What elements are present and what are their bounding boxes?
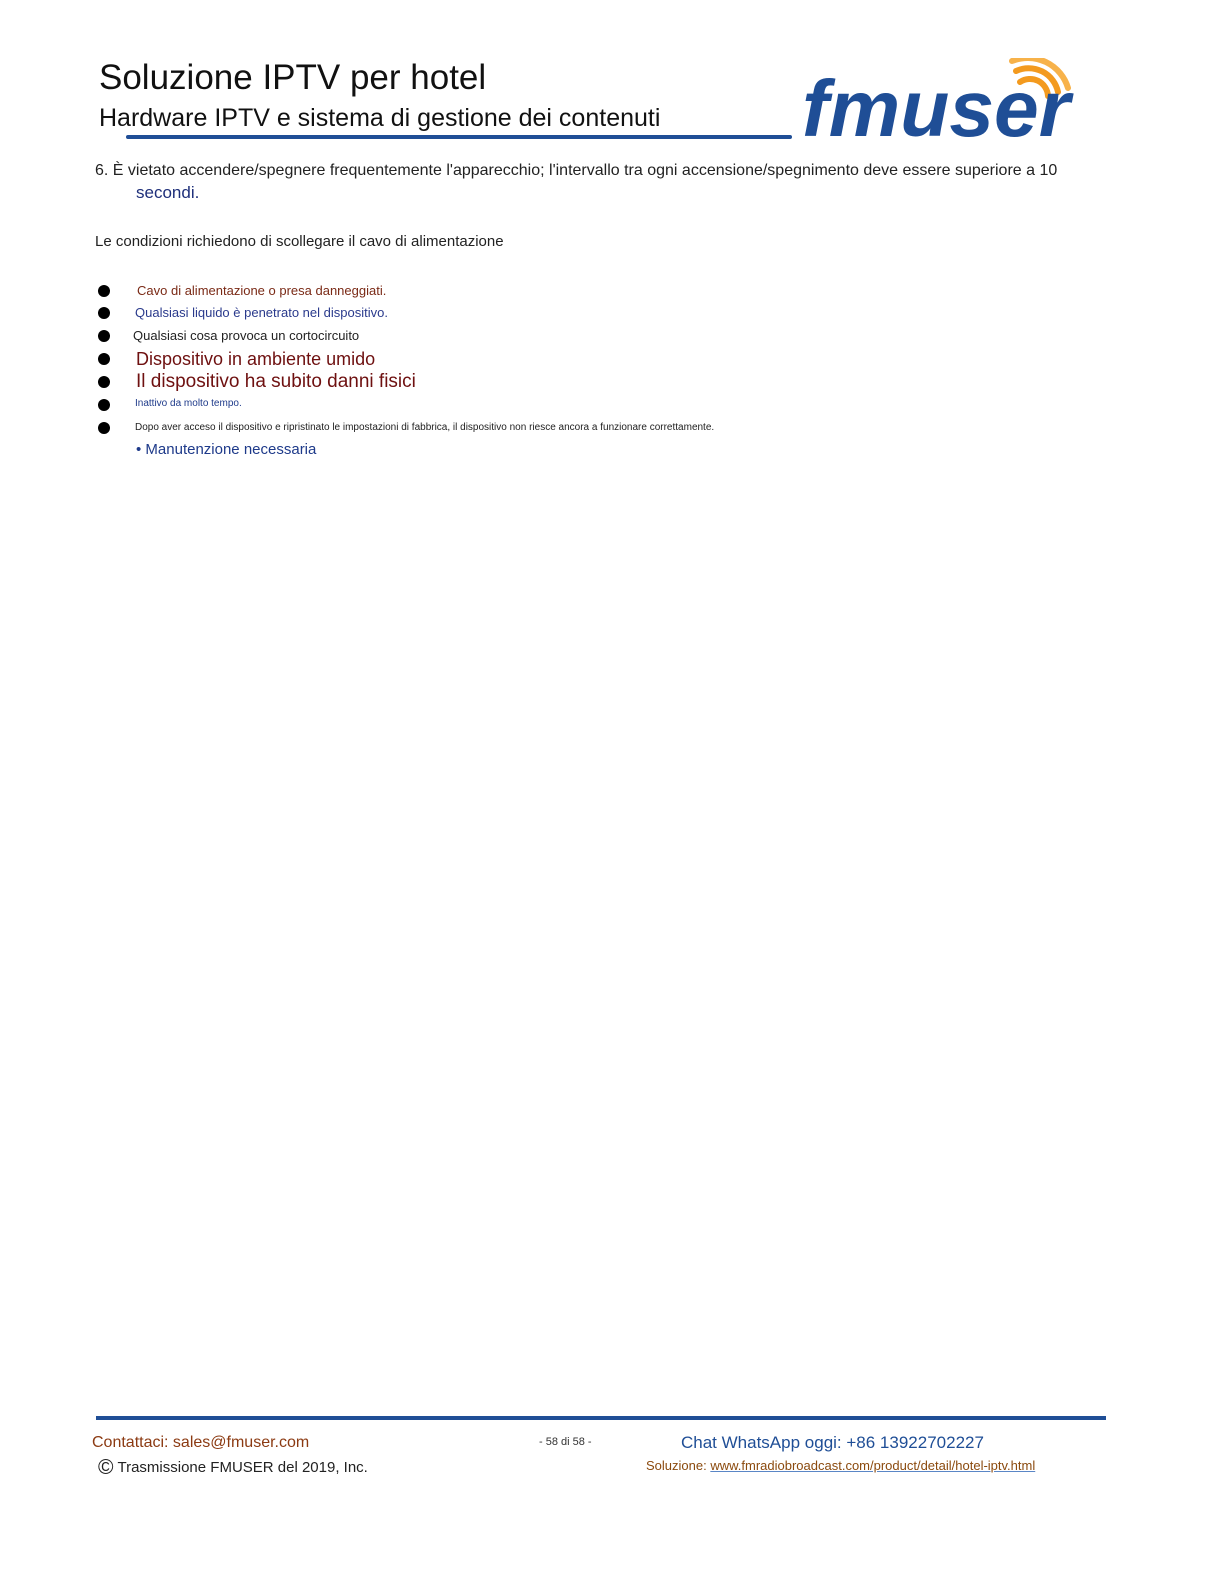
bullet-marker bbox=[98, 330, 110, 342]
whatsapp-contact: Chat WhatsApp oggi: +86 13922702227 bbox=[681, 1433, 984, 1452]
logo-wordmark: fmuser bbox=[802, 64, 1074, 146]
solution-label: Soluzione: bbox=[646, 1458, 711, 1473]
list-item: Dopo aver acceso il dispositivo e ripristinato le impostazioni di fabbrica, il dispositivo non riesce ancora a funzionare correttamente. bbox=[135, 422, 715, 433]
conditions-heading: Le condizioni richiedono di scollegare il cavo di alimentazione bbox=[95, 233, 504, 250]
solution-line bbox=[646, 1458, 1035, 1473]
header-divider bbox=[126, 135, 792, 139]
page-number: - 58 di 58 - bbox=[539, 1436, 592, 1448]
bullet-marker bbox=[98, 353, 110, 365]
copyright-text: Trasmissione FMUSER del 2019, Inc. bbox=[117, 1459, 368, 1476]
list-item: Cavo di alimentazione o presa danneggiati. bbox=[137, 283, 387, 298]
bullet-marker bbox=[98, 285, 110, 297]
footer-divider bbox=[96, 1416, 1106, 1420]
list-item: Il dispositivo ha subito danni fisici bbox=[136, 371, 416, 392]
copyright-icon: © bbox=[98, 1456, 114, 1479]
list-item: Qualsiasi cosa provoca un cortocircuito bbox=[133, 328, 360, 343]
page-title: Soluzione IPTV per hotel bbox=[99, 58, 487, 97]
bullet-marker bbox=[98, 422, 110, 434]
list-item: Qualsiasi liquido è penetrato nel dispositivo. bbox=[135, 305, 388, 320]
bullet-marker bbox=[98, 376, 110, 388]
list-item: Inattivo da molto tempo. bbox=[135, 398, 242, 409]
power-cycle-note: 6. È vietato accendere/spegnere frequentemente l'apparecchio; l'intervallo tra ogni accensione/spegnimento deve essere superiore a 10 bbox=[95, 162, 1058, 179]
page-subtitle: Hardware IPTV e sistema di gestione dei contenuti bbox=[99, 104, 661, 132]
power-cycle-note-continued: secondi. bbox=[136, 183, 200, 202]
maintenance-note: • Manutenzione necessaria bbox=[136, 441, 317, 458]
fmuser-logo bbox=[802, 58, 1074, 146]
contact-email: Contattaci: sales@fmuser.com bbox=[92, 1434, 310, 1451]
bullet-marker bbox=[98, 399, 110, 411]
solution-link[interactable]: www.fmradiobroadcast.com/product/detail/hotel-iptv.html bbox=[710, 1458, 1036, 1473]
bullet-marker bbox=[98, 307, 110, 319]
copyright-line bbox=[98, 1456, 368, 1480]
list-item: Dispositivo in ambiente umido bbox=[136, 349, 376, 369]
